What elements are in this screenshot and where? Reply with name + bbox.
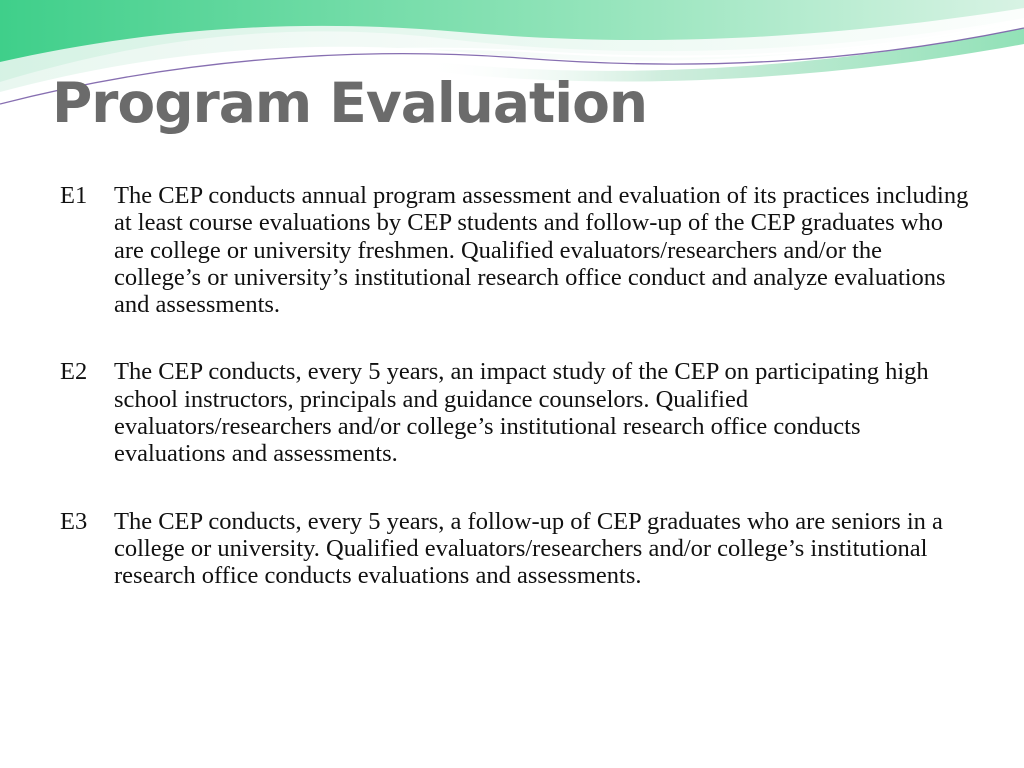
criterion-text: The CEP conducts, every 5 years, an impact study of the CEP on participating high school instructors, principals and guidance counselors. Qualified evaluators/researchers and/or college’s institutional research office conducts evaluations and assessments.: [114, 358, 929, 468]
criterion-item-e3: [60, 508, 970, 590]
criterion-code: E2: [60, 358, 88, 386]
criterion-code: E1: [60, 182, 88, 209]
criterion-text: The CEP conducts annual program assessment and evaluation of its practices including at least course evaluations by CEP students and follow-up of the CEP graduates who are college or university freshmen. Qualified evaluators/researchers and/or the college’s or university’s institutional research office conduct and analyze evaluations and assessments.: [114, 182, 969, 319]
criterion-item-e2: [60, 358, 970, 467]
criterion-item-e1: [60, 182, 970, 318]
slide-title: Program Evaluation: [52, 71, 648, 135]
criteria-list: [60, 182, 970, 590]
criterion-text: The CEP conducts, every 5 years, a follow-up of CEP graduates who are seniors in a college or university. Qualified evaluators/researchers and/or college’s institutional research office conducts evaluations and assessments.: [114, 507, 943, 590]
criterion-code: E3: [60, 507, 88, 535]
